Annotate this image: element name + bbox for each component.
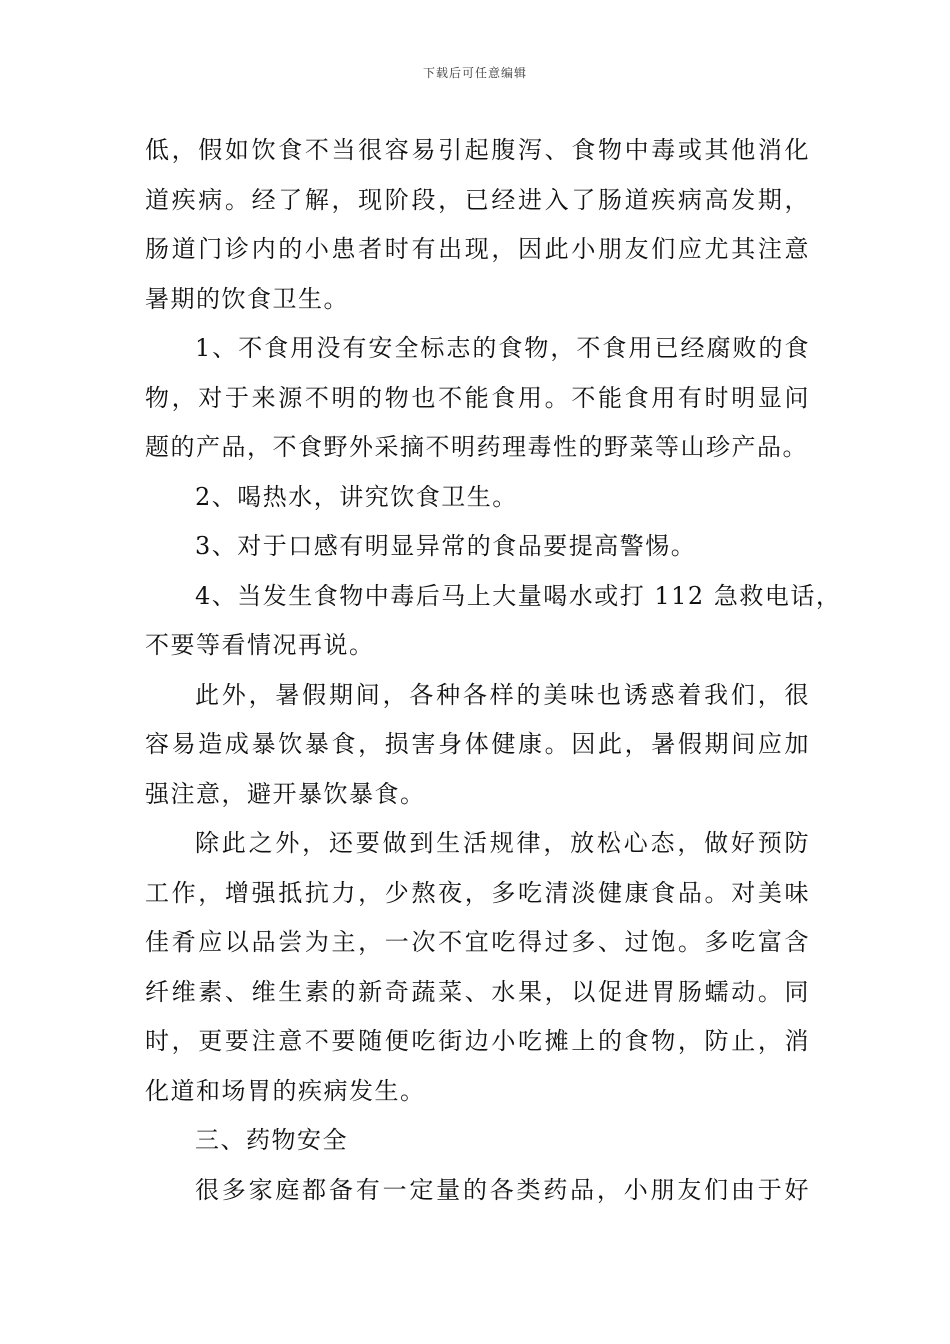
text-line: 强注意，避开暴饮暴食。 bbox=[145, 779, 426, 808]
text-line: 化道和场胃的疾病发生。 bbox=[145, 1076, 426, 1105]
text-line: 除此之外，还要做到生活规律，放松心态，做好预防 bbox=[195, 829, 810, 857]
page-header: 下载后可任意编辑 bbox=[422, 66, 527, 80]
text-line: 低，假如饮食不当很容易引起腹泻、食物中毒或其他消化 bbox=[145, 136, 810, 164]
text-line: 佳肴应以品尝为主，一次不宜吃得过多、过饱。多吃富含 bbox=[145, 928, 810, 956]
text-line: 肠道门诊内的小患者时有出现，因此小朋友们应尤其注意 bbox=[145, 235, 810, 263]
document-body bbox=[145, 126, 842, 1215]
text-line: 题的产品，不食野外采摘不明药理毒性的野菜等山珍产品。 bbox=[145, 433, 808, 461]
text-line: 道疾病。经了解，现阶段，已经进入了肠道疾病高发期， bbox=[145, 185, 810, 214]
text-line: 暑期的饮食卫生。 bbox=[145, 284, 349, 313]
text-line: 工作，增强抵抗力，少熬夜，多吃清淡健康食品。对美味 bbox=[145, 878, 810, 907]
text-line: 物，对于来源不明的物也不能食用。不能食用有时明显问 bbox=[145, 383, 810, 412]
text-line: 不要等看情况再说。 bbox=[145, 631, 375, 659]
text-line: 纤维素、维生素的新奇蔬菜、水果，以促进胃肠蠕动。同 bbox=[145, 977, 810, 1006]
text-line: 三、药物安全 bbox=[195, 1126, 348, 1154]
text-line: 此外，暑假期间，各种各样的美味也诱惑着我们，很 bbox=[195, 680, 810, 709]
text-line: 2、喝热水，讲究饮食卫生。 bbox=[195, 482, 518, 511]
text-line: 4、当发生食物中毒后马上大量喝水或打 112 急救电话， bbox=[195, 581, 842, 610]
text-line: 很多家庭都备有一定量的各类药品，小朋友们由于好 bbox=[195, 1175, 810, 1204]
text-line: 3、对于口感有明显异常的食品要提高警惕。 bbox=[195, 532, 697, 560]
text-line: 容易造成暴饮暴食，损害身体健康。因此，暑假期间应加 bbox=[145, 730, 810, 758]
text-line: 时，更要注意不要随便吃街边小吃摊上的食物，防止，消 bbox=[145, 1027, 810, 1055]
text-line: 1、不食用没有安全标志的食物，不食用已经腐败的食 bbox=[195, 334, 810, 362]
